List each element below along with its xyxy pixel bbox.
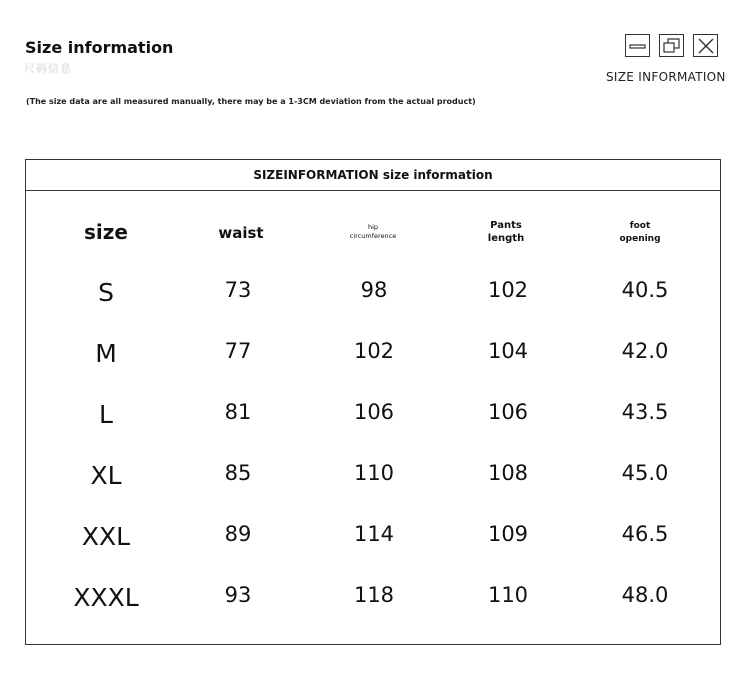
size-cell: S bbox=[98, 278, 114, 307]
header-pants-length: Pants length bbox=[487, 220, 525, 244]
size-cell: M bbox=[95, 339, 117, 368]
size-cell: XL bbox=[90, 461, 122, 490]
close-icon[interactable] bbox=[693, 34, 718, 57]
size-information-label: SIZE INFORMATION bbox=[606, 70, 726, 84]
length-cell: 110 bbox=[487, 583, 529, 607]
header-foot-opening: foot opening bbox=[619, 221, 661, 244]
waist-cell: 77 bbox=[224, 339, 252, 363]
minimize-icon[interactable] bbox=[625, 34, 650, 57]
hip-cell: 114 bbox=[353, 522, 395, 546]
header-hip-circumference: hip circumference bbox=[349, 223, 397, 240]
foot-cell: 45.0 bbox=[621, 461, 669, 485]
waist-cell: 93 bbox=[224, 583, 252, 607]
table-row bbox=[26, 339, 720, 379]
hip-cell: 110 bbox=[353, 461, 395, 485]
length-cell: 109 bbox=[487, 522, 529, 546]
foot-cell: 40.5 bbox=[621, 278, 669, 302]
waist-cell: 89 bbox=[224, 522, 252, 546]
waist-cell: 85 bbox=[224, 461, 252, 485]
length-cell: 106 bbox=[487, 400, 529, 424]
hip-cell: 102 bbox=[353, 339, 395, 363]
page-title: Size information bbox=[25, 38, 174, 57]
header-size: size bbox=[84, 220, 128, 244]
measurement-note: (The size data are all measured manually, there may be a 1-3CM deviation from the actual product) bbox=[26, 97, 476, 106]
size-table bbox=[25, 159, 721, 645]
table-row bbox=[26, 583, 720, 623]
table-row bbox=[26, 278, 720, 318]
size-cell: XXL bbox=[81, 522, 131, 551]
hip-cell: 106 bbox=[353, 400, 395, 424]
faint-subtitle: 尺码信息 bbox=[24, 62, 72, 75]
length-cell: 102 bbox=[487, 278, 529, 302]
table-row bbox=[26, 400, 720, 440]
table-row bbox=[26, 461, 720, 501]
length-cell: 108 bbox=[487, 461, 529, 485]
foot-cell: 43.5 bbox=[621, 400, 669, 424]
header-waist: waist bbox=[218, 224, 264, 242]
waist-cell: 81 bbox=[224, 400, 252, 424]
window-controls bbox=[625, 34, 718, 57]
foot-cell: 48.0 bbox=[621, 583, 669, 607]
hip-cell: 118 bbox=[353, 583, 395, 607]
waist-cell: 73 bbox=[224, 278, 252, 302]
size-cell: L bbox=[99, 400, 113, 429]
table-title: SIZEINFORMATION size information bbox=[26, 160, 720, 191]
foot-cell: 42.0 bbox=[621, 339, 669, 363]
table-row bbox=[26, 522, 720, 562]
hip-cell: 98 bbox=[360, 278, 388, 302]
size-cell: XXXL bbox=[73, 583, 139, 612]
foot-cell: 46.5 bbox=[621, 522, 669, 546]
restore-icon[interactable] bbox=[659, 34, 684, 57]
length-cell: 104 bbox=[487, 339, 529, 363]
